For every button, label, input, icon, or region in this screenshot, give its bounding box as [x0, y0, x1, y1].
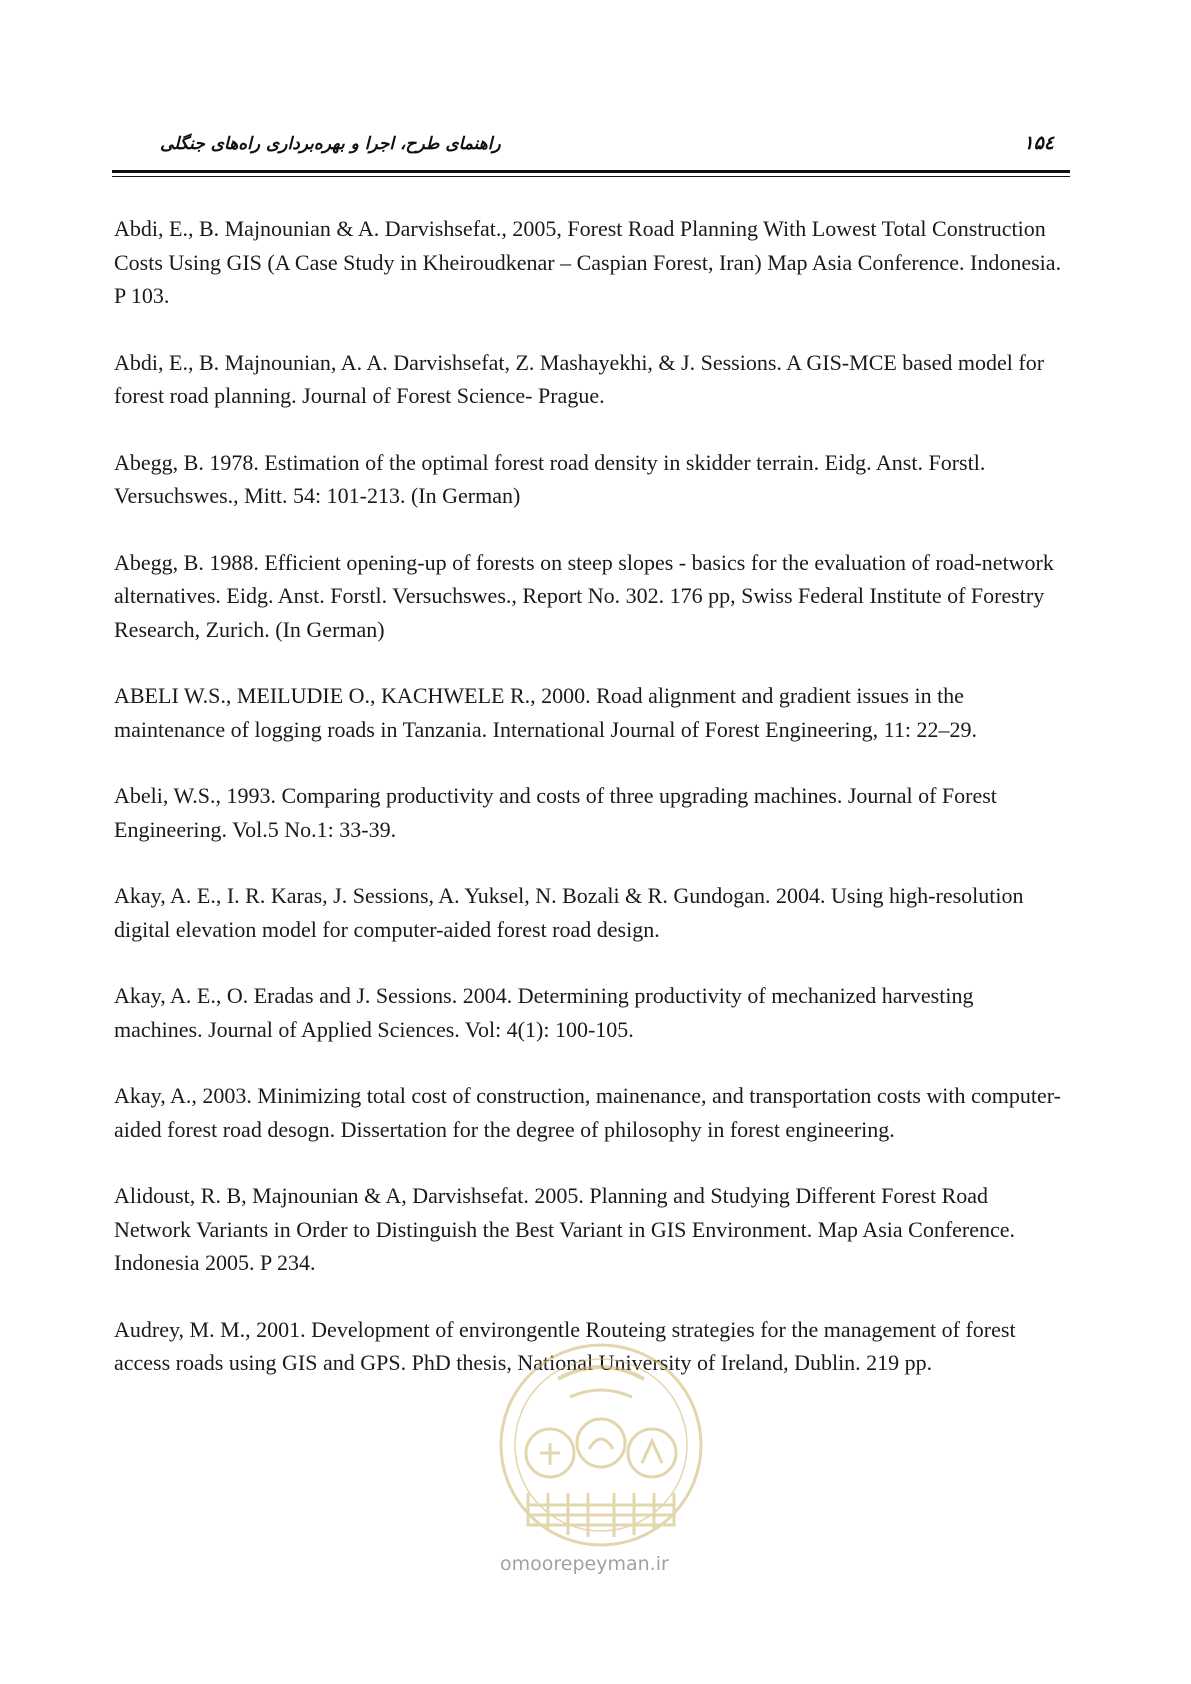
reference-entry: Abegg, B. 1978. Estimation of the optimal forest road density in skidder terrain. Eidg. Anst. Forstl. Versuchswes., Mitt. 54: 101-213. (In German) — [114, 449, 986, 508]
reference-entry: Akay, A., 2003. Minimizing total cost of construction, mainenance, and transportation costs with computer-aided forest road desogn. Dissertation for the degree of philosophy in forest engineering. — [114, 1083, 1061, 1142]
watermark-url: omoorepeyman.ir — [500, 1553, 669, 1575]
running-header-title: راهنمای طرح، اجرا و بهره‌برداری راه‌های جنگلی — [160, 134, 501, 154]
page-header — [112, 122, 1070, 172]
reference-entry: ABELI W.S., MEILUDIE O., KACHWELE R., 2000. Road alignment and gradient issues in the maintenance of logging roads in Tanzania. International Journal of Forest Engineering, 11: 22–29. — [114, 683, 977, 742]
reference-entry: Audrey, M. M., 2001. Development of environgentle Routeing strategies for the management of forest access roads using GIS and GPS. PhD thesis, National University of Ireland, Dublin. 219 pp. — [114, 1316, 1016, 1375]
header-rule — [112, 170, 1070, 173]
reference-entry: Abegg, B. 1988. Efficient opening-up of forests on steep slopes - basics for the evaluation of road-network alternatives. Eidg. Anst. Forstl. Versuchswes., Report No. 302. 176 pp, Swiss Federal Institute of Forestry Research, Zurich. (In German) — [114, 549, 1054, 642]
reference-entry: Abdi, E., B. Majnounian, A. A. Darvishsefat, Z. Mashayekhi, & J. Sessions. A GIS-MCE based model for forest road planning. Journal of Forest Science- Prague. — [114, 349, 1045, 408]
reference-entry: Akay, A. E., O. Eradas and J. Sessions. 2004. Determining productivity of mechanized harvesting machines. Journal of Applied Sciences. Vol: 4(1): 100-105. — [114, 983, 974, 1042]
reference-entry: Abdi, E., B. Majnounian & A. Darvishsefat., 2005, Forest Road Planning With Lowest Total Construction Costs Using GIS (A Case Study in Kheiroudkenar – Caspian Forest, Iran) Map Asia Conference. Indonesia. P 103. — [114, 216, 1062, 308]
reference-entry: Abeli, W.S., 1993. Comparing productivity and costs of three upgrading machines. Journal of Forest Engineering. Vol.5 No.1: 33-39. — [114, 783, 997, 842]
header-rule-thin — [112, 176, 1070, 177]
page-number: ۱۵٤ — [1023, 132, 1054, 154]
reference-list — [114, 212, 1064, 1413]
reference-entry: Alidoust, R. B, Majnounian & A, Darvishsefat. 2005. Planning and Studying Different Forest Road Network Variants in Order to Distinguish the Best Variant in GIS Environment. Map Asia Conference. Indonesia 2005. P 234. — [114, 1183, 1016, 1275]
reference-entry: Akay, A. E., I. R. Karas, J. Sessions, A. Yuksel, N. Bozali & R. Gundogan. 2004. Using high-resolution digital elevation model for computer-aided forest road design. — [114, 883, 1024, 942]
